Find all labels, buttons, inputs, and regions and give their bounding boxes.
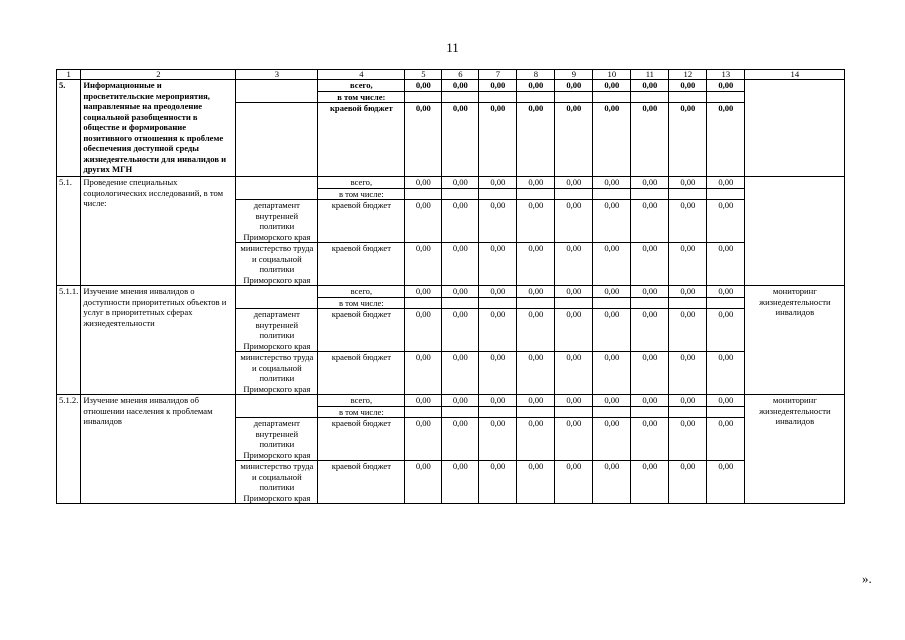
- value-cell: 0,00: [442, 352, 479, 395]
- empty-cell: [479, 297, 517, 309]
- empty-cell: [405, 297, 442, 309]
- program-table: [56, 69, 845, 504]
- value-cell: 0,00: [479, 243, 517, 286]
- executor-name: министерство труда и социальной политики Приморского края: [236, 352, 318, 395]
- empty-cell: [707, 91, 745, 103]
- column-header: 7: [479, 70, 517, 80]
- value-cell: 0,00: [405, 395, 442, 407]
- row-note: мониторинг жизнедеятельности инвалидов: [745, 286, 845, 395]
- empty-cell: [707, 297, 745, 309]
- executor-cell: [236, 177, 318, 200]
- value-cell: 0,00: [669, 395, 707, 407]
- value-cell: 0,00: [669, 243, 707, 286]
- column-header: 12: [669, 70, 707, 80]
- empty-cell: [405, 406, 442, 418]
- value-cell: 0,00: [442, 243, 479, 286]
- executor-cell: [236, 286, 318, 309]
- row-number: 5.1.1.: [57, 286, 81, 395]
- empty-cell: [517, 188, 555, 200]
- empty-cell: [631, 91, 669, 103]
- empty-cell: [707, 188, 745, 200]
- row-name: Изучение мнения инвалидов об отношении населения к проблемам инвалидов: [81, 395, 236, 504]
- value-cell: 0,00: [707, 80, 745, 92]
- executor-cell: [236, 80, 318, 103]
- value-cell: 0,00: [631, 80, 669, 92]
- value-cell: 0,00: [517, 200, 555, 243]
- value-cell: 0,00: [631, 352, 669, 395]
- value-cell: 0,00: [669, 177, 707, 189]
- value-cell: 0,00: [405, 461, 442, 504]
- empty-cell: [593, 188, 631, 200]
- table-row: [57, 80, 845, 92]
- finance-total: всего,: [318, 395, 405, 407]
- page-number: 11: [446, 40, 459, 55]
- value-cell: 0,00: [479, 103, 517, 177]
- value-cell: 0,00: [593, 286, 631, 298]
- value-cell: 0,00: [555, 103, 593, 177]
- value-cell: 0,00: [593, 103, 631, 177]
- column-header: 8: [517, 70, 555, 80]
- value-cell: 0,00: [669, 418, 707, 461]
- value-cell: 0,00: [517, 103, 555, 177]
- column-header: 1: [57, 70, 81, 80]
- row-number: 5.1.2.: [57, 395, 81, 504]
- empty-cell: [707, 406, 745, 418]
- row-note: мониторинг жизнедеятельности инвалидов: [745, 395, 845, 504]
- value-cell: 0,00: [555, 80, 593, 92]
- finance-budget: краевой бюджет: [318, 309, 405, 352]
- empty-cell: [555, 406, 593, 418]
- value-cell: 0,00: [405, 177, 442, 189]
- value-cell: 0,00: [442, 418, 479, 461]
- value-cell: 0,00: [479, 395, 517, 407]
- value-cell: 0,00: [517, 286, 555, 298]
- closing-quote: ».: [862, 571, 872, 586]
- value-cell: 0,00: [442, 80, 479, 92]
- value-cell: 0,00: [405, 352, 442, 395]
- executor-cell: [236, 103, 318, 177]
- value-cell: 0,00: [631, 286, 669, 298]
- empty-cell: [631, 297, 669, 309]
- column-header: 2: [81, 70, 236, 80]
- value-cell: 0,00: [707, 200, 745, 243]
- empty-cell: [517, 297, 555, 309]
- value-cell: 0,00: [707, 309, 745, 352]
- executor-name: министерство труда и социальной политики Приморского края: [236, 461, 318, 504]
- value-cell: 0,00: [479, 177, 517, 189]
- value-cell: 0,00: [479, 309, 517, 352]
- value-cell: 0,00: [555, 177, 593, 189]
- value-cell: 0,00: [631, 200, 669, 243]
- value-cell: 0,00: [517, 177, 555, 189]
- executor-name: министерство труда и социальной политики Приморского края: [236, 243, 318, 286]
- table-row: [57, 286, 845, 298]
- value-cell: 0,00: [631, 103, 669, 177]
- row-note: [745, 177, 845, 286]
- finance-incl: в том числе:: [318, 297, 405, 309]
- value-cell: 0,00: [442, 309, 479, 352]
- table-row: [57, 395, 845, 407]
- empty-cell: [669, 297, 707, 309]
- value-cell: 0,00: [405, 418, 442, 461]
- value-cell: 0,00: [669, 103, 707, 177]
- finance-budget: краевой бюджет: [318, 200, 405, 243]
- value-cell: 0,00: [669, 200, 707, 243]
- value-cell: 0,00: [631, 309, 669, 352]
- row-name: Информационные и просветительские мероприятия, направленные на преодоление социальной разобщенности в обществе и формирование позитивного отношения к проблеме обеспечения доступной среды жизнедеятельности для инвалидов и других МГН: [81, 80, 236, 177]
- value-cell: 0,00: [479, 286, 517, 298]
- column-header: 14: [745, 70, 845, 80]
- row-number: 5.1.: [57, 177, 81, 286]
- finance-incl: в том числе:: [318, 91, 405, 103]
- empty-cell: [555, 91, 593, 103]
- empty-cell: [631, 188, 669, 200]
- column-header: 5: [405, 70, 442, 80]
- value-cell: 0,00: [405, 286, 442, 298]
- header-row: [57, 70, 845, 80]
- value-cell: 0,00: [555, 286, 593, 298]
- value-cell: 0,00: [405, 243, 442, 286]
- value-cell: 0,00: [479, 352, 517, 395]
- empty-cell: [593, 297, 631, 309]
- empty-cell: [442, 91, 479, 103]
- executor-cell: [236, 395, 318, 418]
- executor-name: департамент внутренней политики Приморского края: [236, 309, 318, 352]
- empty-cell: [405, 91, 442, 103]
- value-cell: 0,00: [631, 243, 669, 286]
- value-cell: 0,00: [517, 243, 555, 286]
- row-name: Проведение специальных социологических исследований, в том числе:: [81, 177, 236, 286]
- value-cell: 0,00: [707, 243, 745, 286]
- value-cell: 0,00: [593, 418, 631, 461]
- column-header: 11: [631, 70, 669, 80]
- value-cell: 0,00: [442, 103, 479, 177]
- empty-cell: [631, 406, 669, 418]
- empty-cell: [442, 188, 479, 200]
- finance-budget: краевой бюджет: [318, 352, 405, 395]
- value-cell: 0,00: [593, 395, 631, 407]
- value-cell: 0,00: [707, 286, 745, 298]
- empty-cell: [479, 188, 517, 200]
- value-cell: 0,00: [631, 177, 669, 189]
- value-cell: 0,00: [593, 352, 631, 395]
- value-cell: 0,00: [669, 80, 707, 92]
- finance-budget: краевой бюджет: [318, 103, 405, 177]
- empty-cell: [479, 406, 517, 418]
- executor-name: департамент внутренней политики Приморского края: [236, 418, 318, 461]
- empty-cell: [669, 406, 707, 418]
- empty-cell: [405, 188, 442, 200]
- value-cell: 0,00: [405, 200, 442, 243]
- value-cell: 0,00: [669, 352, 707, 395]
- value-cell: 0,00: [517, 418, 555, 461]
- value-cell: 0,00: [707, 103, 745, 177]
- table-row: [57, 177, 845, 189]
- empty-cell: [517, 406, 555, 418]
- value-cell: 0,00: [405, 80, 442, 92]
- value-cell: 0,00: [669, 286, 707, 298]
- row-note: [745, 80, 845, 177]
- value-cell: 0,00: [631, 395, 669, 407]
- value-cell: 0,00: [442, 200, 479, 243]
- value-cell: 0,00: [479, 80, 517, 92]
- row-name: Изучение мнения инвалидов о доступности приоритетных объектов и услуг в приоритетных сферах жизнедеятельности: [81, 286, 236, 395]
- value-cell: 0,00: [593, 200, 631, 243]
- column-header: 4: [318, 70, 405, 80]
- empty-cell: [442, 406, 479, 418]
- value-cell: 0,00: [555, 395, 593, 407]
- column-header: 9: [555, 70, 593, 80]
- value-cell: 0,00: [593, 80, 631, 92]
- value-cell: 0,00: [707, 418, 745, 461]
- value-cell: 0,00: [479, 418, 517, 461]
- column-header: 10: [593, 70, 631, 80]
- value-cell: 0,00: [555, 352, 593, 395]
- empty-cell: [669, 91, 707, 103]
- row-number: 5.: [57, 80, 81, 177]
- value-cell: 0,00: [593, 461, 631, 504]
- value-cell: 0,00: [707, 461, 745, 504]
- value-cell: 0,00: [669, 461, 707, 504]
- finance-total: всего,: [318, 80, 405, 92]
- empty-cell: [555, 188, 593, 200]
- finance-incl: в том числе:: [318, 406, 405, 418]
- empty-cell: [442, 297, 479, 309]
- value-cell: 0,00: [442, 286, 479, 298]
- value-cell: 0,00: [631, 461, 669, 504]
- value-cell: 0,00: [707, 352, 745, 395]
- column-header: 6: [442, 70, 479, 80]
- finance-total: всего,: [318, 286, 405, 298]
- empty-cell: [593, 406, 631, 418]
- column-header: 13: [707, 70, 745, 80]
- empty-cell: [669, 188, 707, 200]
- value-cell: 0,00: [555, 309, 593, 352]
- value-cell: 0,00: [593, 309, 631, 352]
- value-cell: 0,00: [442, 395, 479, 407]
- value-cell: 0,00: [479, 200, 517, 243]
- value-cell: 0,00: [669, 309, 707, 352]
- value-cell: 0,00: [555, 200, 593, 243]
- value-cell: 0,00: [707, 177, 745, 189]
- value-cell: 0,00: [442, 461, 479, 504]
- finance-incl: в том числе:: [318, 188, 405, 200]
- value-cell: 0,00: [405, 103, 442, 177]
- value-cell: 0,00: [555, 243, 593, 286]
- value-cell: 0,00: [517, 352, 555, 395]
- finance-total: всего,: [318, 177, 405, 189]
- value-cell: 0,00: [517, 80, 555, 92]
- empty-cell: [593, 91, 631, 103]
- value-cell: 0,00: [517, 395, 555, 407]
- empty-cell: [479, 91, 517, 103]
- value-cell: 0,00: [442, 177, 479, 189]
- value-cell: 0,00: [405, 309, 442, 352]
- value-cell: 0,00: [555, 461, 593, 504]
- empty-cell: [555, 297, 593, 309]
- finance-budget: краевой бюджет: [318, 243, 405, 286]
- value-cell: 0,00: [555, 418, 593, 461]
- finance-budget: краевой бюджет: [318, 418, 405, 461]
- value-cell: 0,00: [593, 243, 631, 286]
- value-cell: 0,00: [517, 309, 555, 352]
- value-cell: 0,00: [631, 418, 669, 461]
- value-cell: 0,00: [707, 395, 745, 407]
- column-header: 3: [236, 70, 318, 80]
- value-cell: 0,00: [517, 461, 555, 504]
- finance-budget: краевой бюджет: [318, 461, 405, 504]
- executor-name: департамент внутренней политики Приморского края: [236, 200, 318, 243]
- value-cell: 0,00: [479, 461, 517, 504]
- empty-cell: [517, 91, 555, 103]
- value-cell: 0,00: [593, 177, 631, 189]
